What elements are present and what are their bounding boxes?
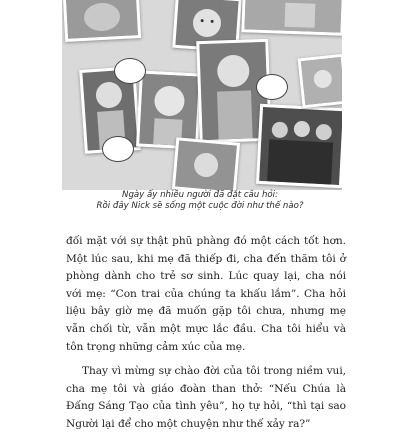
speech-bubble (114, 58, 146, 84)
photo-group-right (256, 104, 342, 188)
speech-bubble (256, 74, 288, 100)
caption-line: Rồi đây Nick sẽ sống một cuộc đời như thế nào? (96, 201, 304, 211)
photo-collage (62, 0, 342, 190)
paragraph: Thay vì mừng sự chào đời của tôi trong niềm vui, cha mẹ tôi và giáo đoàn than thở: “Nếu Chúa là Đấng Sáng Tạo của tình yêu”, họ tự hỏi, “thì tại sao Người lại để cho một chuyện như thế xảy ra?” (66, 365, 346, 430)
body-text (66, 233, 346, 434)
photo-frame-right (298, 54, 342, 109)
caption-line: Ngày ấy nhiều người đã đặt câu hỏi: (122, 190, 278, 200)
photo-baby-bottom (172, 137, 240, 190)
photo-caption (0, 190, 400, 212)
photo-top-left (63, 0, 141, 42)
photo-top-right (241, 0, 342, 36)
speech-bubble (102, 136, 134, 162)
paragraph: đối mặt với sự thật phũ phàng đó một cách tốt hơn. Một lúc sau, khi mẹ đã thiếp đi, cha đến thăm tôi ở phòng dành cho trẻ sơ sinh. Lúc quay lại, cha nói với mẹ: “Con trai của chúng ta khấu lắm”. Cha hỏi liệu bây giờ mẹ đã muốn gặp tôi chưa, nhưng mẹ vẫn chối từ, vẫn một mực lắc đầu. Cha tôi hiểu và tôn trọng những cảm xúc của mẹ. (66, 235, 346, 353)
